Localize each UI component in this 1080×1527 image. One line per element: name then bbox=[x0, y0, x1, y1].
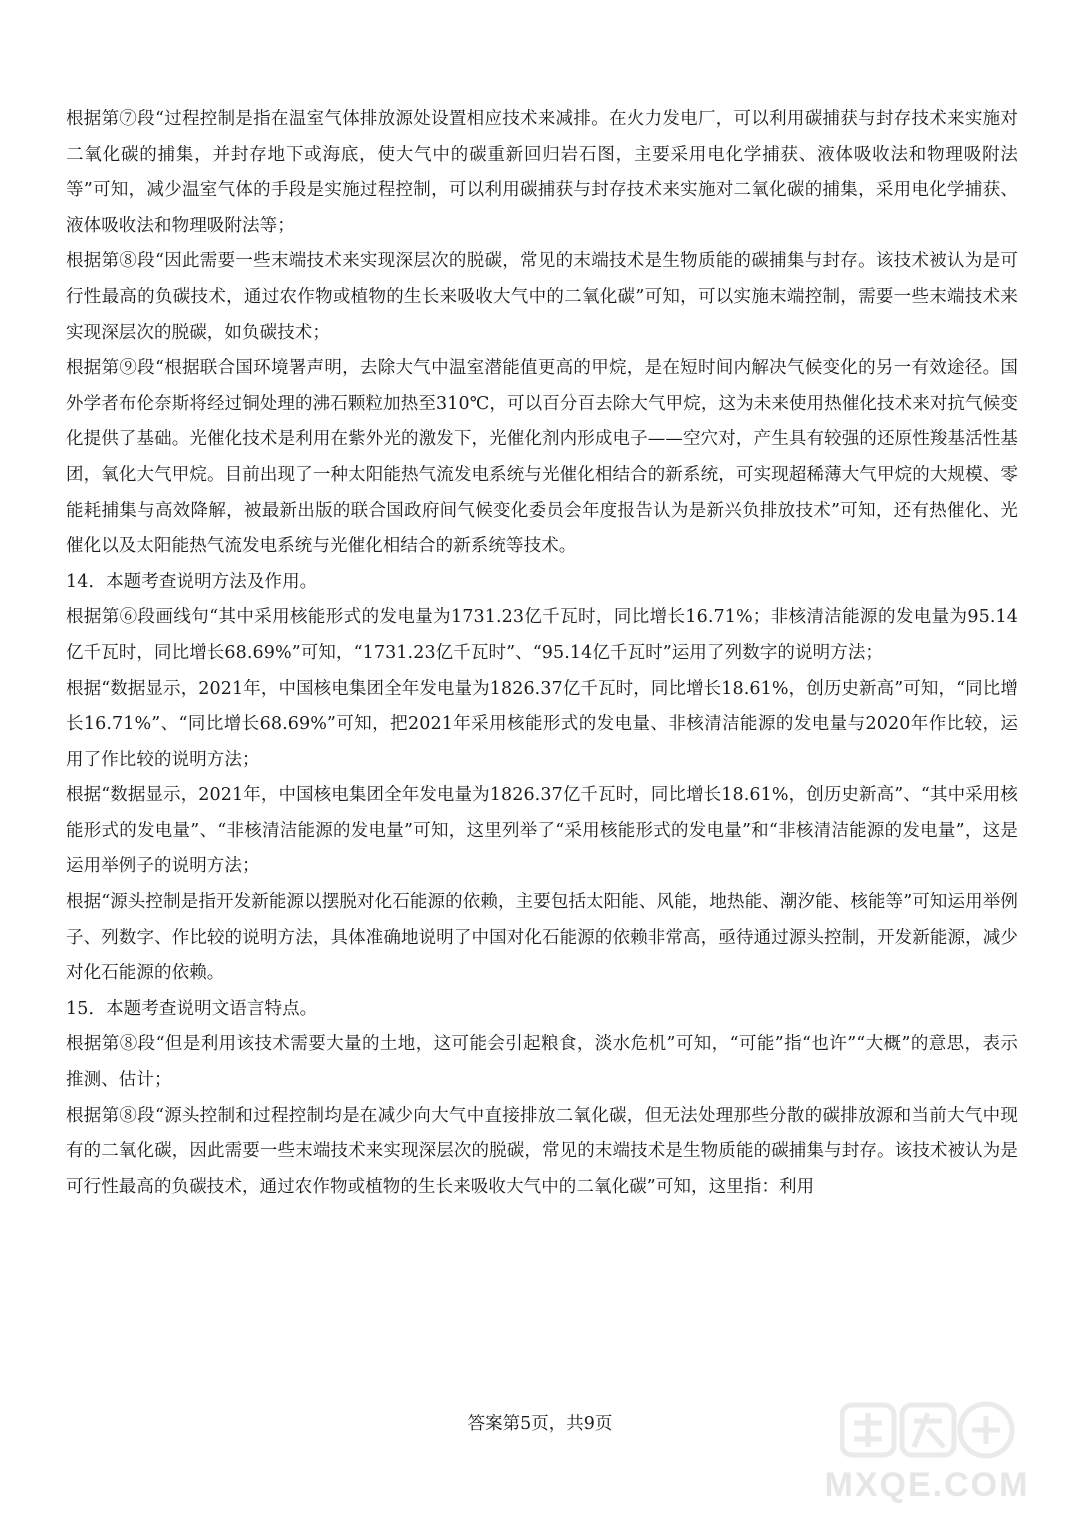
paragraph: 根据第⑨段“根据联合国环境署声明，去除大气中温室潜能值更高的甲烷，是在短时间内解决气候变化的另一有效途径。国外学者布伦奈斯将经过铜处理的沸石颗粒加热至310℃，可以百分百去除大气甲烷，这为未来使用热催化技术来对抗气候变化提供了基础。光催化技术是利用在紫外光的激发下，光催化剂内形成电子——空穴对，产生具有较强的还原性羧基活性基团，氧化大气甲烷。目前出现了一种太阳能热气流发电系统与光催化相结合的新系统，可实现超稀薄大气甲烷的大规模、零能耗捕集与高效降解，被最新出版的联合国政府间气候变化委员会年度报告认为是新兴负排放技术”可知，还有热催化、光催化以及太阳能热气流发电系统与光催化相结合的新系统等技术。 bbox=[66, 358, 1018, 557]
paragraph: 根据“数据显示，2021年，中国核电集团全年发电量为1826.37亿千瓦时，同比增长18.61%，创历史新高”可知，“同比增长16.71%”、“同比增长68.69%”可知，把2021年采用核能形式的发电量、非核清洁能源的发电量与2020年作比较，运用了作比较的说明方法； bbox=[66, 678, 1018, 770]
watermark bbox=[822, 1399, 1032, 1509]
paragraph: 根据第⑧段“因此需要一些末端技术来实现深层次的脱碳，常见的末端技术是生物质能的碳捕集与封存。该技术被认为是可行性最高的负碳技术，通过农作物或植物的生长来吸收大气中的二氧化碳”可知，可以实施末端控制，需要一些末端技术来实现深层次的脱碳，如负碳技术； bbox=[66, 251, 1018, 343]
watermark-site-text: MXQE.COM bbox=[824, 1466, 1030, 1504]
paragraph: 根据第⑧段“源头控制和过程控制均是在减少向大气中直接排放二氧化碳，但无法处理那些分散的碳排放源和当前大气中现有的二氧化碳，因此需要一些末端技术来实现深层次的脱碳，常见的末端技术是生物质能的碳捕集与封存。该技术被认为是可行性最高的负碳技术，通过农作物或植物的生长来吸收大气中的二氧化碳”可知，这里指：利用 bbox=[66, 1105, 1018, 1197]
document-body bbox=[66, 102, 1018, 1205]
question-heading: 15．本题考查说明文语言特点。 bbox=[66, 998, 318, 1019]
paragraph: 根据“源头控制是指开发新能源以摆脱对化石能源的依赖，主要包括太阳能、风能，地热能、潮汐能、核能等”可知运用举例子、列数字、作比较的说明方法，具体准确地说明了中国对化石能源的依赖非常高，亟待通过源头控制，开发新能源，减少对化石能源的依赖。 bbox=[66, 892, 1018, 984]
paragraph: 根据第⑧段“但是利用该技术需要大量的土地，这可能会引起粮食，淡水危机”可知，“可能”指“也许”“大概”的意思，表示推测、估计； bbox=[66, 1034, 1018, 1091]
paragraph: 根据“数据显示，2021年，中国核电集团全年发电量为1826.37亿千瓦时，同比增长18.61%，创历史新高”、“其中采用核能形式的发电量”、“非核清洁能源的发电量”可知，这里列举了“采用核能形式的发电量”和“非核清洁能源的发电量”，这是运用举例子的说明方法； bbox=[66, 785, 1018, 877]
watermark-logo bbox=[840, 1399, 1016, 1461]
page-footer: 答案第5页，共9页 bbox=[467, 1414, 613, 1434]
paragraph: 根据第⑦段“过程控制是指在温室气体排放源处设置相应技术来减排。在火力发电厂，可以利用碳捕获与封存技术来实施对二氧化碳的捕集，并封存地下或海底，使大气中的碳重新回归岩石图，主要采用电化学捕获、液体吸收法和物理吸附法等”可知，减少温室气体的手段是实施过程控制，可以利用碳捕获与封存技术来实施对二氧化碳的捕集，采用电化学捕获、液体吸收法和物理吸附法等； bbox=[66, 109, 1018, 236]
paragraph: 根据第⑥段画线句“其中采用核能形式的发电量为1731.23亿千瓦时，同比增长16.71%；非核清洁能源的发电量为95.14亿千瓦时，同比增长68.69%”可知，“1731.23亿千瓦时”、“95.14亿千瓦时”运用了列数字的说明方法； bbox=[66, 607, 1018, 663]
question-heading: 14．本题考查说明方法及作用。 bbox=[66, 571, 318, 592]
